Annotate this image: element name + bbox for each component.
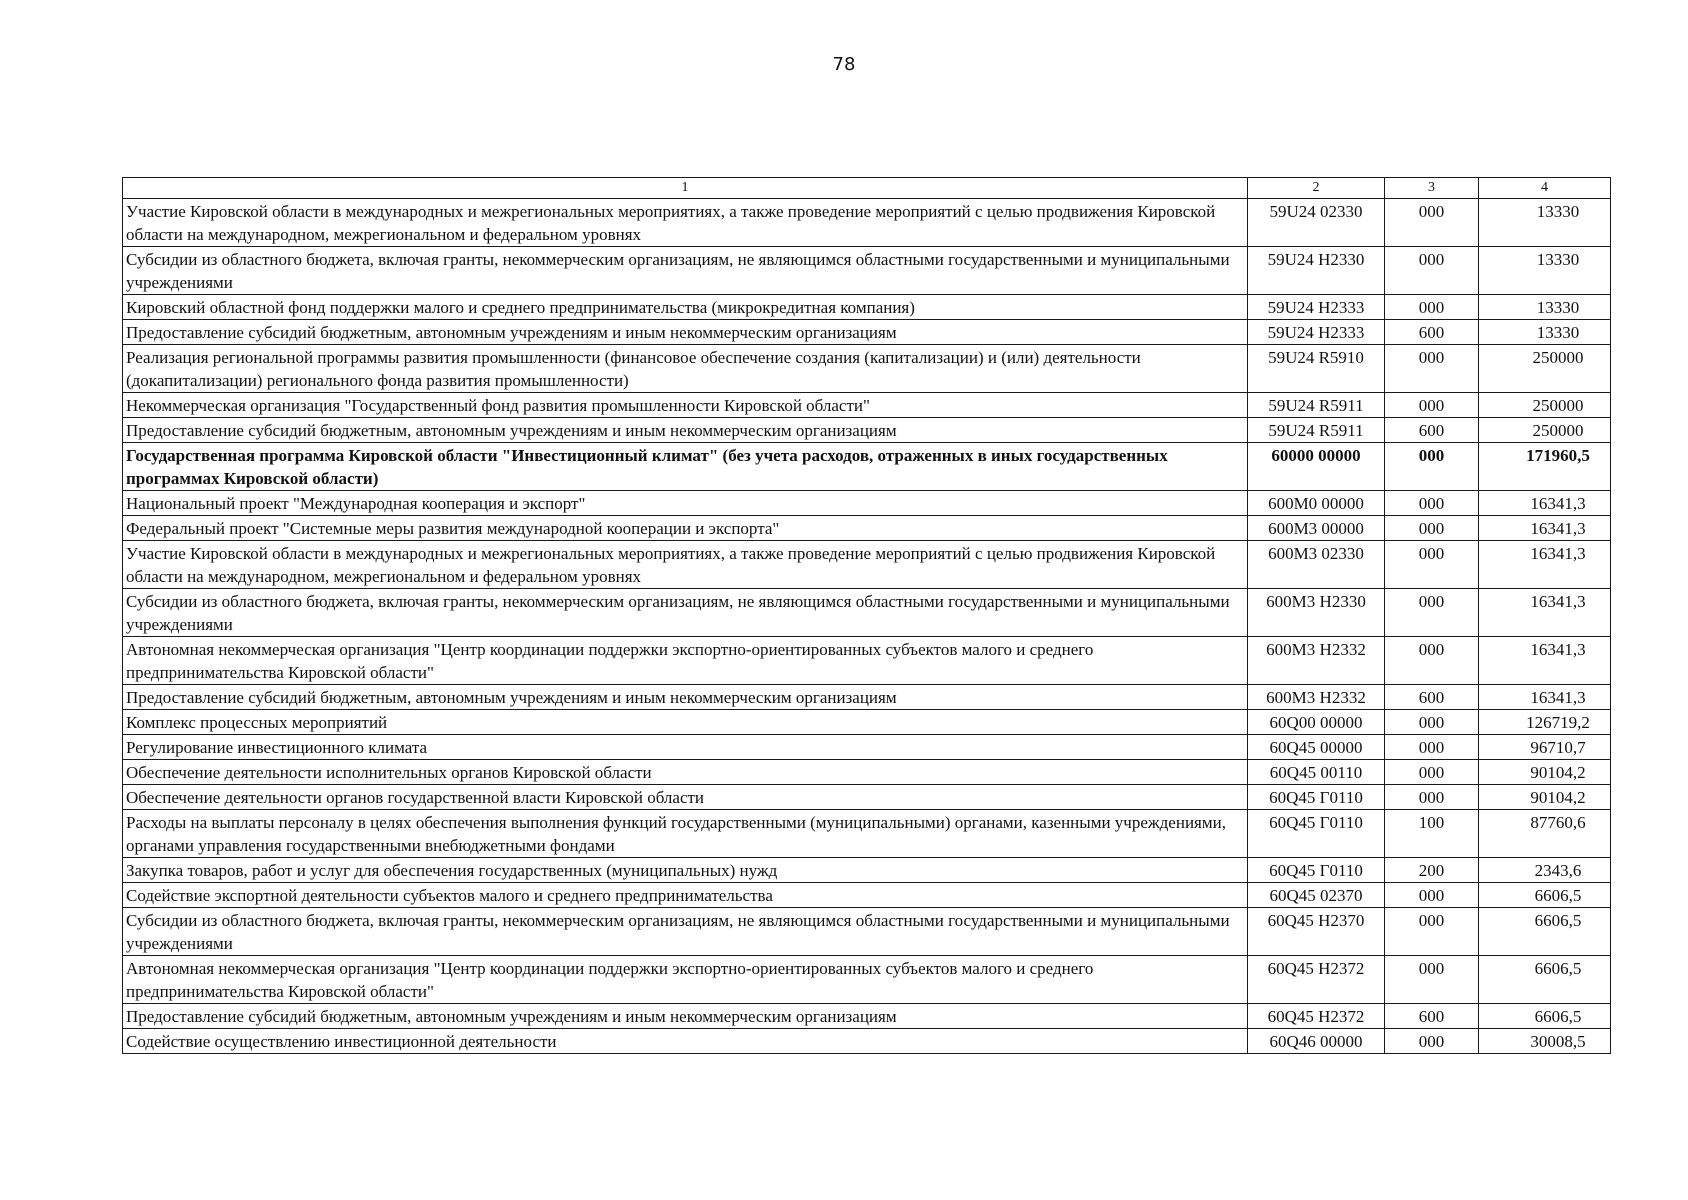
row-code: 60Q00 00000: [1248, 710, 1385, 735]
row-code: 60000 00000: [1248, 443, 1385, 491]
row-name: Предоставление субсидий бюджетным, автономным учреждениям и иным некоммерческим организациям: [123, 685, 1248, 710]
table-row: [123, 320, 1611, 345]
row-name: Субсидии из областного бюджета, включая гранты, некоммерческим организациям, не являющимся областными государственными и муниципальными учреждениями: [123, 589, 1248, 637]
row-code: 59U24 02330: [1248, 199, 1385, 247]
row-expense-type: 000: [1385, 247, 1479, 295]
row-expense-type: 000: [1385, 637, 1479, 685]
row-amount: 13330: [1479, 199, 1611, 247]
row-amount: 6606,5: [1479, 956, 1611, 1004]
table-row: [123, 199, 1611, 247]
row-code: 59U24 R5911: [1248, 393, 1385, 418]
row-amount: 30008,5: [1479, 1029, 1611, 1054]
row-code: 600M3 H2330: [1248, 589, 1385, 637]
row-amount: 90104,2: [1479, 785, 1611, 810]
row-name: Комплекс процессных мероприятий: [123, 710, 1248, 735]
table-row: [123, 393, 1611, 418]
header-col-3: 3: [1385, 178, 1479, 199]
row-amount: 13330: [1479, 247, 1611, 295]
row-code: 60Q45 H2372: [1248, 1004, 1385, 1029]
row-name: Обеспечение деятельности исполнительных органов Кировской области: [123, 760, 1248, 785]
row-amount: 250000: [1479, 393, 1611, 418]
row-name: Участие Кировской области в международных и межрегиональных мероприятиях, а также проведение мероприятий с целью продвижения Кировской области на международном, межрегиональном и федеральном уровнях: [123, 541, 1248, 589]
row-name: Субсидии из областного бюджета, включая гранты, некоммерческим организациям, не являющимся областными государственными и муниципальными учреждениями: [123, 908, 1248, 956]
row-code: 60Q46 00000: [1248, 1029, 1385, 1054]
row-expense-type: 100: [1385, 810, 1479, 858]
header-col-2: 2: [1248, 178, 1385, 199]
row-code: 600M3 H2332: [1248, 685, 1385, 710]
row-name: Автономная некоммерческая организация "Центр координации поддержки экспортно-ориентированных субъектов малого и среднего предпринимательства Кировской области": [123, 637, 1248, 685]
row-amount: 250000: [1479, 345, 1611, 393]
row-amount: 2343,6: [1479, 858, 1611, 883]
table-row: [123, 637, 1611, 685]
table-row: [123, 541, 1611, 589]
row-expense-type: 000: [1385, 516, 1479, 541]
row-name: Предоставление субсидий бюджетным, автономным учреждениям и иным некоммерческим организациям: [123, 418, 1248, 443]
table-row: [123, 760, 1611, 785]
row-name: Предоставление субсидий бюджетным, автономным учреждениям и иным некоммерческим организациям: [123, 1004, 1248, 1029]
row-name: Предоставление субсидий бюджетным, автономным учреждениям и иным некоммерческим организациям: [123, 320, 1248, 345]
row-name: Субсидии из областного бюджета, включая гранты, некоммерческим организациям, не являющимся областными государственными и муниципальными учреждениями: [123, 247, 1248, 295]
row-amount: 126719,2: [1479, 710, 1611, 735]
row-name: Национальный проект "Международная кооперация и экспорт": [123, 491, 1248, 516]
row-name: Кировский областной фонд поддержки малого и среднего предпринимательства (микрокредитная компания): [123, 295, 1248, 320]
row-amount: 16341,3: [1479, 685, 1611, 710]
table-row: [123, 491, 1611, 516]
row-amount: 250000: [1479, 418, 1611, 443]
row-code: 59U24 H2333: [1248, 295, 1385, 320]
table-row: [123, 710, 1611, 735]
row-code: 600M3 02330: [1248, 541, 1385, 589]
table-row: [123, 1004, 1611, 1029]
table-row: [123, 883, 1611, 908]
row-amount: 16341,3: [1479, 491, 1611, 516]
row-code: 59U24 R5911: [1248, 418, 1385, 443]
row-expense-type: 000: [1385, 491, 1479, 516]
row-expense-type: 600: [1385, 685, 1479, 710]
row-amount: 13330: [1479, 295, 1611, 320]
table-row: [123, 1029, 1611, 1054]
header-col-1: 1: [123, 178, 1248, 199]
row-amount: 87760,6: [1479, 810, 1611, 858]
row-name: Закупка товаров, работ и услуг для обеспечения государственных (муниципальных) нужд: [123, 858, 1248, 883]
row-name: Автономная некоммерческая организация "Центр координации поддержки экспортно-ориентированных субъектов малого и среднего предпринимательства Кировской области": [123, 956, 1248, 1004]
budget-table: [122, 177, 1611, 1054]
row-code: 600M3 00000: [1248, 516, 1385, 541]
row-name: Обеспечение деятельности органов государственной власти Кировской области: [123, 785, 1248, 810]
row-code: 60Q45 Г0110: [1248, 858, 1385, 883]
row-amount: 6606,5: [1479, 908, 1611, 956]
row-name: Некоммерческая организация "Государственный фонд развития промышленности Кировской области": [123, 393, 1248, 418]
row-expense-type: 000: [1385, 345, 1479, 393]
row-expense-type: 000: [1385, 956, 1479, 1004]
table-row: [123, 295, 1611, 320]
row-amount: 6606,5: [1479, 883, 1611, 908]
row-name: Содействие экспортной деятельности субъектов малого и среднего предпринимательства: [123, 883, 1248, 908]
row-expense-type: 000: [1385, 883, 1479, 908]
row-amount: 13330: [1479, 320, 1611, 345]
table-row: [123, 956, 1611, 1004]
row-name: Расходы на выплаты персоналу в целях обеспечения выполнения функций государственными (муниципальными) органами, казенными учреждениями, органами управления государственными внебюджетными фондами: [123, 810, 1248, 858]
row-amount: 16341,3: [1479, 516, 1611, 541]
row-code: 59U24 H2330: [1248, 247, 1385, 295]
row-code: 60Q45 02370: [1248, 883, 1385, 908]
row-expense-type: 000: [1385, 710, 1479, 735]
row-code: 60Q45 Г0110: [1248, 810, 1385, 858]
page-number: 78: [832, 54, 856, 75]
row-expense-type: 000: [1385, 760, 1479, 785]
header-row: [123, 178, 1611, 199]
row-name: Содействие осуществлению инвестиционной деятельности: [123, 1029, 1248, 1054]
table-row: [123, 589, 1611, 637]
table-row: [123, 345, 1611, 393]
row-code: 60Q45 H2370: [1248, 908, 1385, 956]
table-row: [123, 858, 1611, 883]
row-expense-type: 000: [1385, 735, 1479, 760]
row-amount: 6606,5: [1479, 1004, 1611, 1029]
row-code: 60Q45 Г0110: [1248, 785, 1385, 810]
row-expense-type: 600: [1385, 1004, 1479, 1029]
row-code: 59U24 R5910: [1248, 345, 1385, 393]
table-row: [123, 443, 1611, 491]
row-expense-type: 000: [1385, 785, 1479, 810]
table-row: [123, 418, 1611, 443]
row-code: 59U24 H2333: [1248, 320, 1385, 345]
header-col-4: 4: [1479, 178, 1611, 199]
row-name: Федеральный проект "Системные меры развития международной кооперации и экспорта": [123, 516, 1248, 541]
table-row: [123, 685, 1611, 710]
row-name: Регулирование инвестиционного климата: [123, 735, 1248, 760]
row-code: 600M0 00000: [1248, 491, 1385, 516]
row-amount: 16341,3: [1479, 637, 1611, 685]
table-row: [123, 247, 1611, 295]
row-expense-type: 600: [1385, 418, 1479, 443]
row-expense-type: 000: [1385, 541, 1479, 589]
row-code: 600M3 H2332: [1248, 637, 1385, 685]
table-row: [123, 908, 1611, 956]
row-amount: 16341,3: [1479, 541, 1611, 589]
table-body: [123, 199, 1611, 1054]
row-expense-type: 000: [1385, 393, 1479, 418]
row-name: Государственная программа Кировской области "Инвестиционный климат" (без учета расходов, отраженных в иных государственных программах Кировской области): [123, 443, 1248, 491]
row-expense-type: 000: [1385, 589, 1479, 637]
table-row: [123, 785, 1611, 810]
row-amount: 171960,5: [1479, 443, 1611, 491]
row-code: 60Q45 H2372: [1248, 956, 1385, 1004]
table-row: [123, 735, 1611, 760]
row-expense-type: 000: [1385, 908, 1479, 956]
row-name: Участие Кировской области в международных и межрегиональных мероприятиях, а также проведение мероприятий с целью продвижения Кировской области на международном, межрегиональном и федеральном уровнях: [123, 199, 1248, 247]
row-expense-type: 000: [1385, 295, 1479, 320]
row-expense-type: 000: [1385, 1029, 1479, 1054]
row-expense-type: 000: [1385, 199, 1479, 247]
row-amount: 96710,7: [1479, 735, 1611, 760]
row-code: 60Q45 00000: [1248, 735, 1385, 760]
row-expense-type: 600: [1385, 320, 1479, 345]
row-amount: 90104,2: [1479, 760, 1611, 785]
row-code: 60Q45 00110: [1248, 760, 1385, 785]
table-row: [123, 516, 1611, 541]
row-amount: 16341,3: [1479, 589, 1611, 637]
row-expense-type: 000: [1385, 443, 1479, 491]
row-name: Реализация региональной программы развития промышленности (финансовое обеспечение создания (капитализации) и (или) деятельности (докапитализации) регионального фонда развития промышленности): [123, 345, 1248, 393]
table-row: [123, 810, 1611, 858]
row-expense-type: 200: [1385, 858, 1479, 883]
